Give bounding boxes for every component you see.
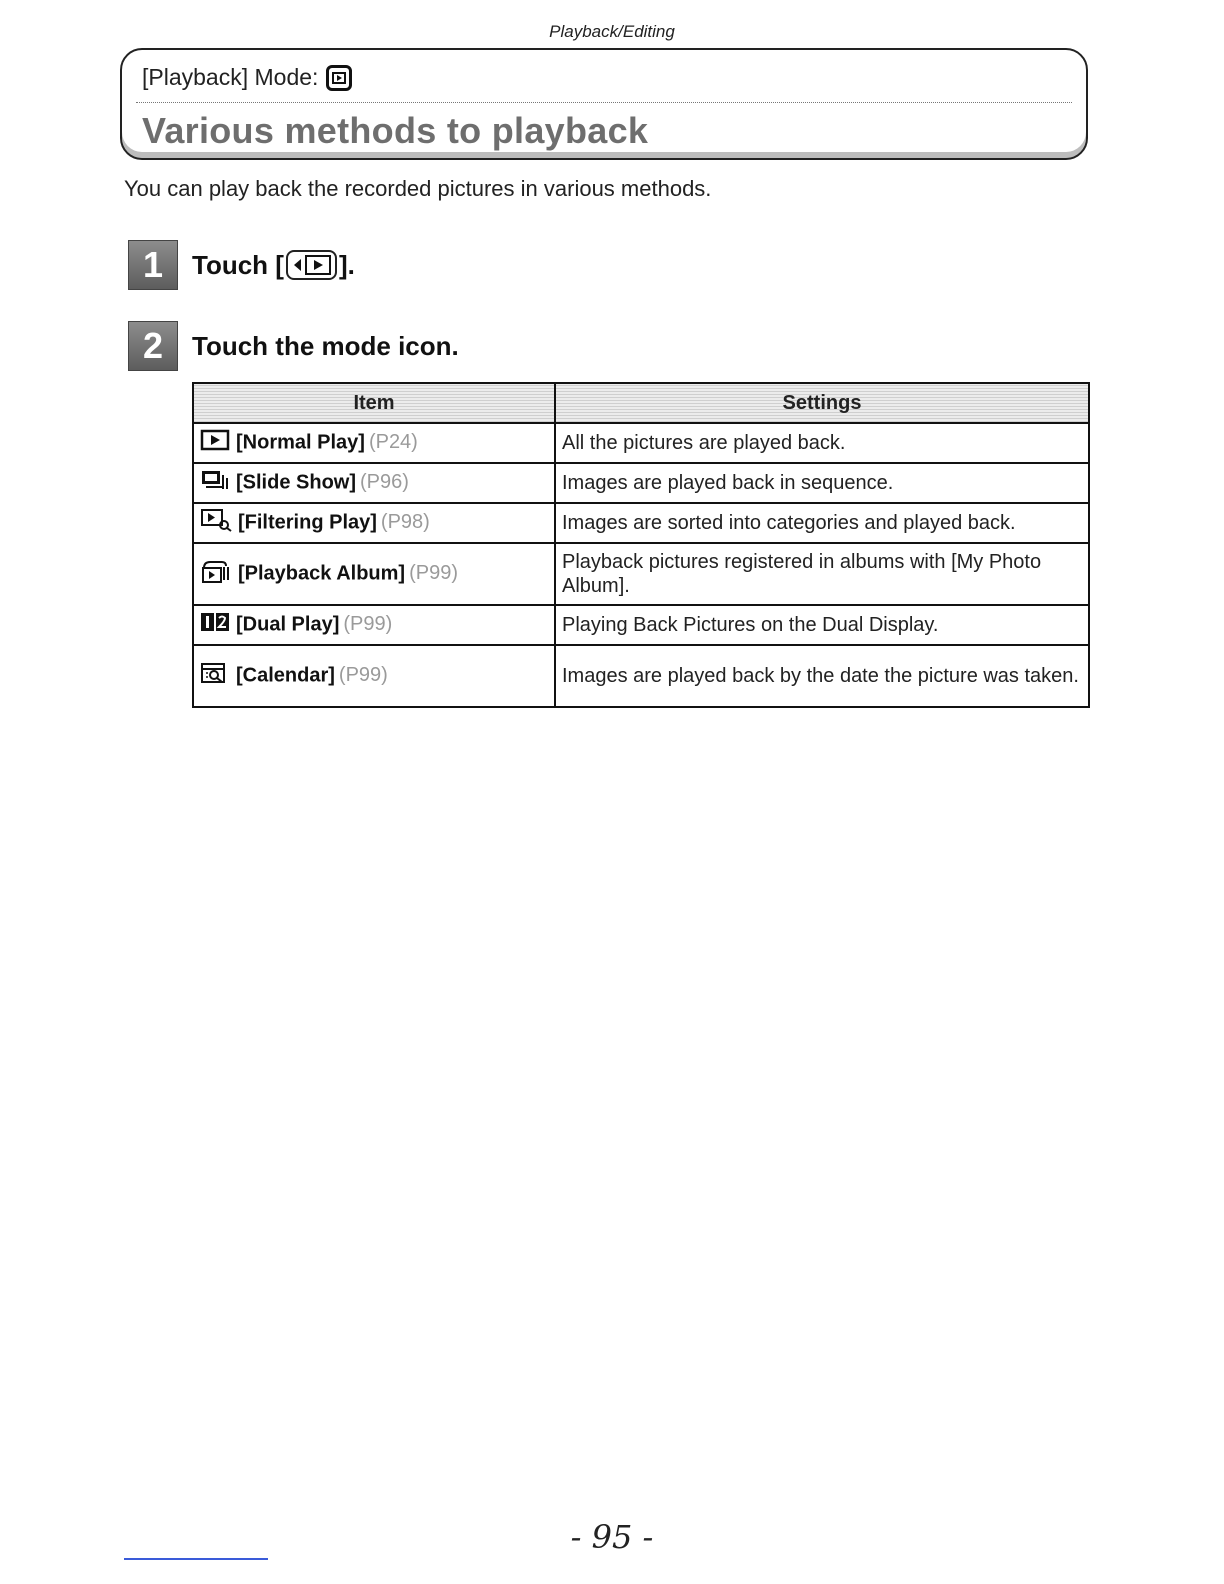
table-row — [193, 645, 1089, 707]
page-number: - 95 - — [570, 1518, 654, 1556]
setting-cell: Images are played back in sequence. — [555, 463, 1089, 503]
item-ref: (P98) — [380, 511, 430, 534]
item-cell — [193, 543, 555, 605]
setting-cell: All the pictures are played back. — [555, 423, 1089, 463]
play-toggle-icon — [286, 250, 337, 280]
item-label: [Playback Album] — [238, 562, 406, 585]
playback-modes-table — [192, 382, 1090, 708]
playback-album-icon — [200, 558, 232, 590]
item-label: [Dual Play] — [236, 613, 340, 636]
step-2 — [128, 321, 459, 371]
step-1 — [128, 240, 355, 290]
title-box — [120, 48, 1088, 160]
step-1-text-before: Touch [ — [192, 249, 284, 280]
step-1-text-after: ]. — [338, 249, 355, 280]
item-label: [Calendar] — [236, 664, 335, 687]
item-cell — [193, 645, 555, 707]
step-2-badge: 2 — [128, 321, 178, 371]
slide-show-icon — [200, 469, 230, 497]
intro-text: You can play back the recorded pictures in various methods. — [124, 176, 712, 201]
table-row — [193, 423, 1089, 463]
item-ref: (P99) — [338, 664, 388, 687]
item-ref: (P96) — [360, 471, 409, 494]
footer-rule — [124, 1558, 268, 1560]
header-settings: Settings — [555, 383, 1089, 423]
mode-label: [Playback] Mode: — [142, 64, 319, 90]
table-row — [193, 503, 1089, 543]
setting-cell: Images are sorted into categories and played back. — [555, 503, 1089, 543]
step-1-badge: 1 — [128, 240, 178, 290]
playback-icon — [326, 65, 352, 91]
item-cell — [193, 463, 555, 503]
item-label: [Filtering Play] — [238, 511, 377, 534]
step-1-text — [192, 250, 355, 281]
dual-play-icon — [200, 611, 230, 639]
calendar-icon — [200, 661, 230, 691]
table-header-row — [193, 383, 1089, 423]
setting-cell: Playback pictures registered in albums with [My Photo Album]. — [555, 543, 1089, 605]
item-label: [Normal Play] — [236, 431, 365, 454]
mode-line — [142, 64, 352, 91]
item-cell — [193, 423, 555, 463]
page-title: Various methods to playback — [142, 110, 649, 151]
table-row — [193, 605, 1089, 645]
setting-cell: Playing Back Pictures on the Dual Display. — [555, 605, 1089, 645]
item-cell — [193, 605, 555, 645]
item-cell — [193, 503, 555, 543]
title-divider — [136, 102, 1072, 103]
running-head: Playback/Editing — [549, 22, 675, 41]
setting-cell: Images are played back by the date the picture was taken. — [555, 645, 1089, 707]
item-ref: (P99) — [409, 562, 458, 585]
header-item: Item — [193, 383, 555, 423]
normal-play-icon — [200, 429, 230, 457]
item-ref: (P24) — [368, 431, 418, 454]
item-label: [Slide Show] — [236, 471, 356, 494]
filtering-play-icon — [200, 508, 232, 538]
table-row — [193, 463, 1089, 503]
table-row — [193, 543, 1089, 605]
item-ref: (P99) — [343, 613, 393, 636]
step-2-text: Touch the mode icon. — [192, 330, 459, 361]
